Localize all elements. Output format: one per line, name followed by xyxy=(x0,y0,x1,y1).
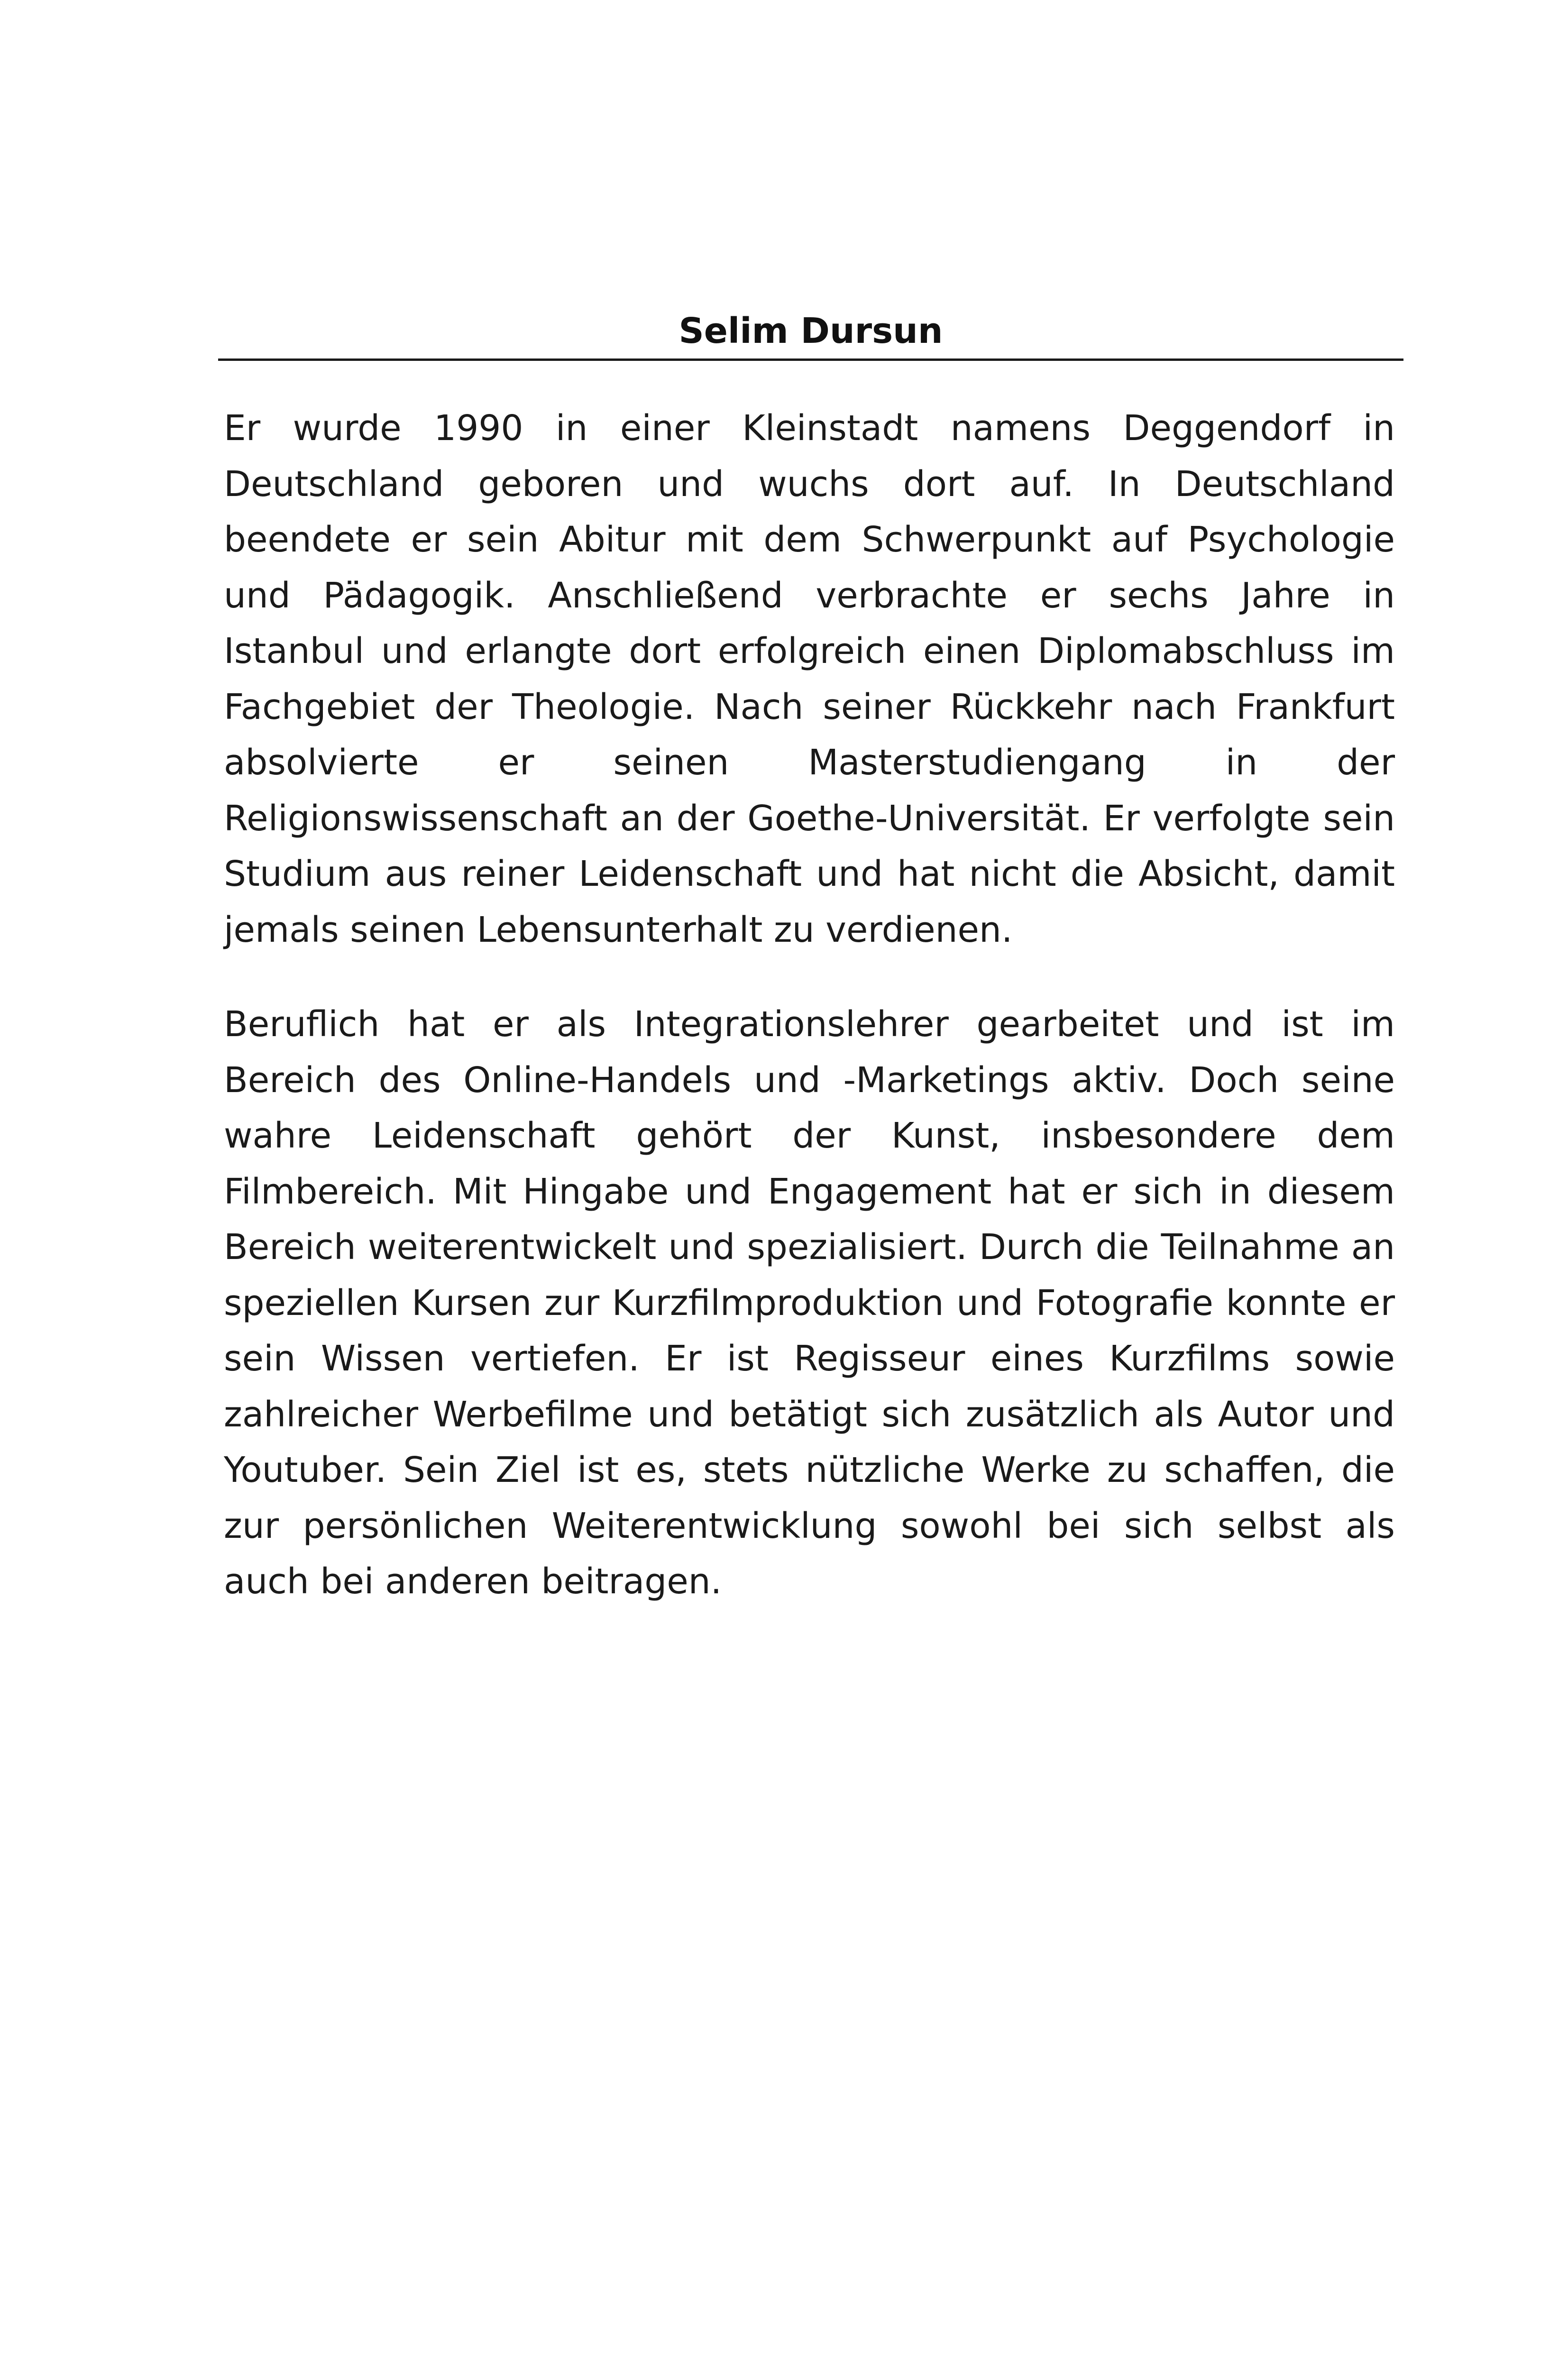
biography-paragraph-education: Er wurde 1990 in einer Kleinstadt namens Deggendorf in Deutschland geboren und wuchs dort auf. In Deutschland beendete er sein Abitur mit dem Schwerpunkt auf Psychologie und Pädagogik. Anschließend verbrachte er sechs Jahre in Istanbul und erlangte dort erfolgreich einen Diplomabschluss im Fachgebiet der Theologie. Nach seiner Rückkehr nach Frankfurt absolvierte er seinen Masterstudiengang in der Religionswissenschaft an der Goethe-Universität. Er verfolgte sein Studium aus reiner Leidenschaft und hat nicht die Absicht, damit jemals seinen Lebensunterhalt zu verdienen. xyxy=(224,408,1395,950)
biography-text xyxy=(224,401,1395,1610)
biography-paragraph-career: Beruflich hat er als Integrationslehrer gearbeitet und ist im Bereich des Online-Handels und -Marketings aktiv. Doch seine wahre Leidenschaft gehört der Kunst, insbesondere dem Filmbereich. Mit Hingabe und Engagement hat er sich in diesem Bereich weiterentwickelt und spezialisiert. Durch die Teilnahme an speziellen Kursen zur Kurzfilmproduktion und Fotografie konnte er sein Wissen vertiefen. Er ist Regisseur eines Kurzfilms sowie zahlreicher Werbefilme und betätigt sich zusätzlich als Autor und Youtuber. Sein Ziel ist es, stets nützliche Werke zu schaffen, die zur persönlichen Weiterentwicklung sowohl bei sich selbst als auch bei anderen beitragen. xyxy=(224,1004,1395,1602)
author-name: Selim Dursun xyxy=(679,311,943,351)
header-divider xyxy=(218,358,1403,361)
author-header xyxy=(218,307,1403,361)
